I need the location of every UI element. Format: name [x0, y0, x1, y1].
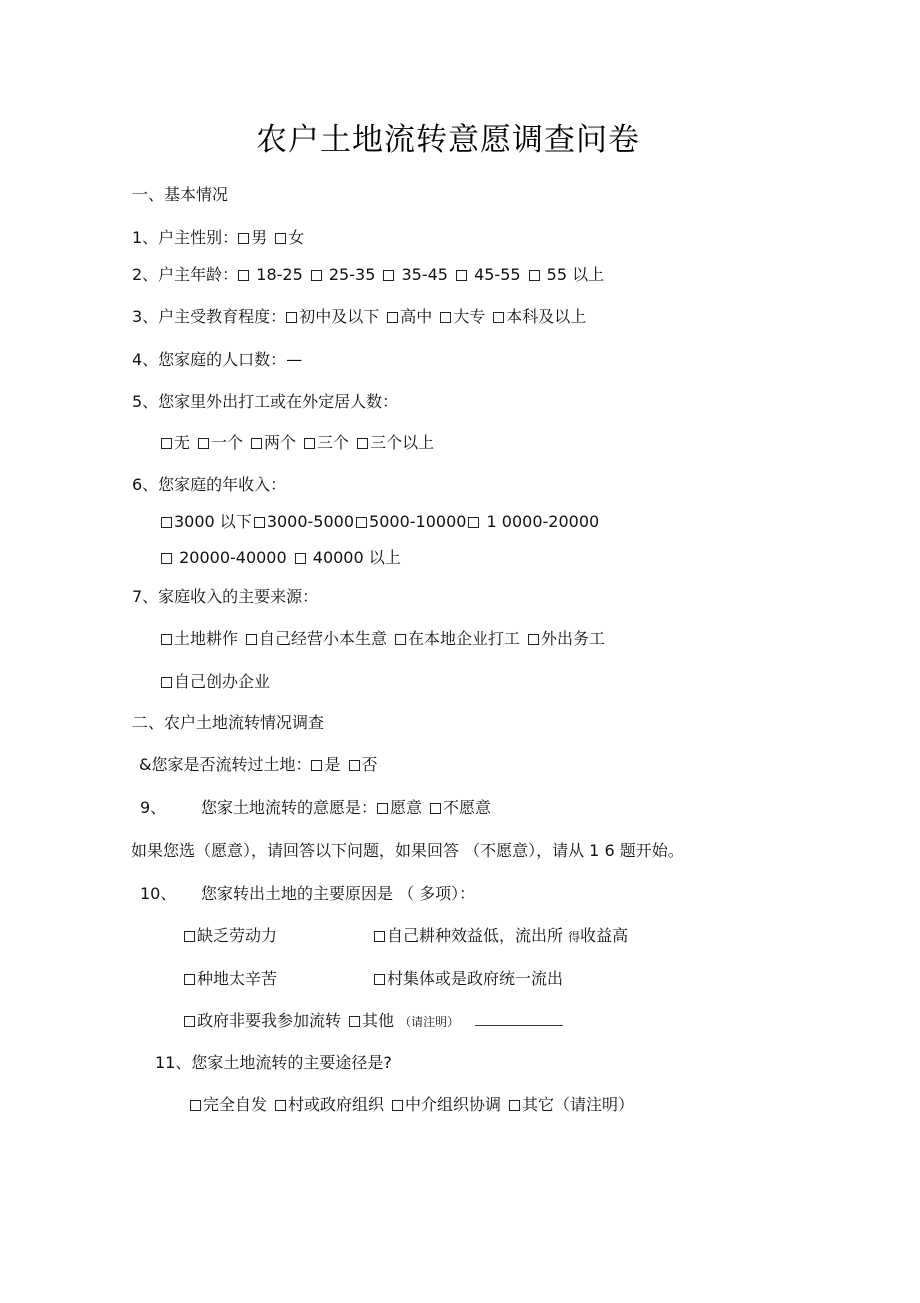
option-low-benefit[interactable]: 自己耕种效益低，流出所 得收益高 — [374, 925, 628, 948]
question-4 — [132, 349, 302, 371]
question-9-number: 9、 — [140, 798, 167, 817]
option-government-forced[interactable]: 政府非要我参加流转 — [184, 1010, 341, 1032]
question-7-label: 7、家庭收入的主要来源： — [132, 587, 319, 606]
checkbox[interactable] — [349, 760, 360, 771]
option-other-route[interactable]: 其它（请注明） — [509, 1094, 634, 1116]
option-junior-high[interactable]: 初中及以下 — [286, 306, 379, 328]
checkbox[interactable] — [184, 931, 195, 942]
option-income-5000-10000[interactable]: 5000-10000 — [356, 511, 466, 533]
checkbox[interactable] — [254, 517, 265, 528]
question-label: 3、户主受教育程度： — [132, 307, 287, 326]
section-heading-transfer: 二、农户土地流转情况调查 — [132, 713, 325, 732]
checkbox[interactable] — [161, 553, 172, 564]
question-label: 4、您家庭的人口数： — [132, 350, 287, 369]
option-age-18-25[interactable]: 18-25 — [238, 264, 303, 286]
option-income-20000-40000[interactable]: 20000-40000 — [161, 547, 287, 569]
option-three[interactable]: 三个 — [304, 432, 349, 454]
checkbox[interactable] — [468, 517, 479, 528]
question-6-options-row2 — [161, 547, 409, 569]
checkbox[interactable] — [528, 634, 539, 645]
option-income-40000-plus[interactable]: 40000 以上 — [295, 547, 401, 569]
checkbox[interactable] — [161, 517, 172, 528]
question-10-number: 10、 — [140, 884, 177, 903]
checkbox[interactable] — [392, 1100, 403, 1111]
checkbox[interactable] — [374, 974, 385, 985]
question-label: &您家是否流转过土地： — [139, 755, 312, 774]
checkbox[interactable] — [275, 233, 286, 244]
question-6-options-row1 — [161, 511, 601, 533]
option-age-45-55[interactable]: 45-55 — [456, 264, 521, 286]
checkbox[interactable] — [304, 438, 315, 449]
checkbox[interactable] — [246, 634, 257, 645]
option-other[interactable]: 其他 （请注明） — [349, 1010, 459, 1033]
option-own-enterprise[interactable]: 自己创办企业 — [161, 671, 270, 693]
checkbox[interactable] — [238, 270, 249, 281]
question-10-options-row3 — [184, 1010, 563, 1033]
other-blank-line[interactable] — [475, 1011, 563, 1026]
option-college[interactable]: 大专 — [440, 306, 485, 328]
question-5-options — [161, 432, 442, 454]
option-high-school[interactable]: 高中 — [387, 306, 432, 328]
option-none[interactable]: 无 — [161, 432, 190, 454]
checkbox[interactable] — [349, 1016, 360, 1027]
option-female[interactable]: 女 — [275, 227, 304, 249]
option-one[interactable]: 一个 — [198, 432, 243, 454]
option-too-hard[interactable]: 种地太辛苦 — [184, 968, 277, 990]
option-two[interactable]: 两个 — [251, 432, 296, 454]
checkbox[interactable] — [311, 270, 322, 281]
checkbox[interactable] — [383, 270, 394, 281]
checkbox[interactable] — [238, 233, 249, 244]
question-9 — [201, 797, 499, 819]
option-three-plus[interactable]: 三个以上 — [357, 432, 434, 454]
checkbox[interactable] — [387, 312, 398, 323]
option-bachelor-plus[interactable]: 本科及以上 — [493, 306, 586, 328]
checkbox[interactable] — [161, 438, 172, 449]
option-yes[interactable]: 是 — [311, 754, 340, 776]
option-intermediary[interactable]: 中介组织协调 — [392, 1094, 501, 1116]
checkbox[interactable] — [251, 438, 262, 449]
option-migrant-work[interactable]: 外出务工 — [528, 628, 605, 650]
question-label: 2、户主年龄： — [132, 265, 239, 284]
option-male[interactable]: 男 — [238, 227, 267, 249]
checkbox[interactable] — [430, 803, 441, 814]
checkbox[interactable] — [456, 270, 467, 281]
option-no[interactable]: 否 — [349, 754, 378, 776]
page-title: 农户土地流转意愿调查问卷 — [256, 122, 640, 158]
instruction-text: 如果您选（愿意），请回答以下问题，如果回答 （不愿意），请从 1 6 题开始。 — [131, 841, 684, 860]
option-willing[interactable]: 愿意 — [377, 797, 422, 819]
question-11-label: 11、您家土地流转的主要途径是? — [155, 1053, 392, 1072]
checkbox[interactable] — [440, 312, 451, 323]
checkbox[interactable] — [190, 1100, 201, 1111]
question-11-options — [190, 1094, 642, 1116]
checkbox[interactable] — [493, 312, 504, 323]
answer-blank[interactable]: — — [286, 350, 303, 369]
option-small-business[interactable]: 自己经营小本生意 — [246, 628, 387, 650]
question-label: 您家土地流转的意愿是： — [201, 798, 378, 817]
checkbox[interactable] — [311, 760, 322, 771]
question-1 — [132, 227, 312, 249]
checkbox[interactable] — [161, 677, 172, 688]
checkbox[interactable] — [295, 553, 306, 564]
question-6-label: 6、您家庭的年收入： — [132, 475, 287, 494]
option-village-government[interactable]: 村或政府组织 — [275, 1094, 384, 1116]
option-income-10000-20000[interactable]: 1 0000-20000 — [468, 511, 599, 533]
option-local-employment[interactable]: 在本地企业打工 — [395, 628, 520, 650]
option-unwilling[interactable]: 不愿意 — [430, 797, 491, 819]
question-5-label: 5、您家里外出打工或在外定居人数： — [132, 392, 399, 411]
question-8 — [139, 754, 386, 776]
section-heading-basic: 一、基本情况 — [132, 185, 229, 204]
option-farming[interactable]: 土地耕作 — [161, 628, 238, 650]
question-7-options-row2 — [161, 671, 278, 693]
checkbox[interactable] — [377, 803, 388, 814]
checkbox[interactable] — [374, 931, 385, 942]
option-age-55-plus[interactable]: 55 以上 — [529, 264, 605, 286]
checkbox[interactable] — [529, 270, 540, 281]
option-income-below-3000[interactable]: 3000 以下 — [161, 511, 252, 533]
checkbox[interactable] — [161, 634, 172, 645]
option-age-25-35[interactable]: 25-35 — [311, 264, 376, 286]
checkbox[interactable] — [275, 1100, 286, 1111]
checkbox[interactable] — [509, 1100, 520, 1111]
option-collective-transfer[interactable]: 村集体或是政府统一流出 — [374, 968, 563, 990]
option-income-3000-5000[interactable]: 3000-5000 — [254, 511, 354, 533]
checkbox[interactable] — [395, 634, 406, 645]
option-age-35-45[interactable]: 35-45 — [383, 264, 448, 286]
question-label: 1、户主性别： — [132, 228, 239, 247]
option-labor-shortage[interactable]: 缺乏劳动力 — [184, 925, 277, 947]
question-7-options-row1 — [161, 628, 613, 650]
question-2 — [132, 264, 612, 286]
question-3 — [132, 306, 594, 328]
question-10-label: 您家转出土地的主要原因是 （ 多项）： — [201, 884, 476, 903]
checkbox[interactable] — [184, 1016, 195, 1027]
checkbox[interactable] — [356, 517, 367, 528]
checkbox[interactable] — [184, 974, 195, 985]
checkbox[interactable] — [357, 438, 368, 449]
checkbox[interactable] — [286, 312, 297, 323]
checkbox[interactable] — [198, 438, 209, 449]
option-spontaneous[interactable]: 完全自发 — [190, 1094, 267, 1116]
